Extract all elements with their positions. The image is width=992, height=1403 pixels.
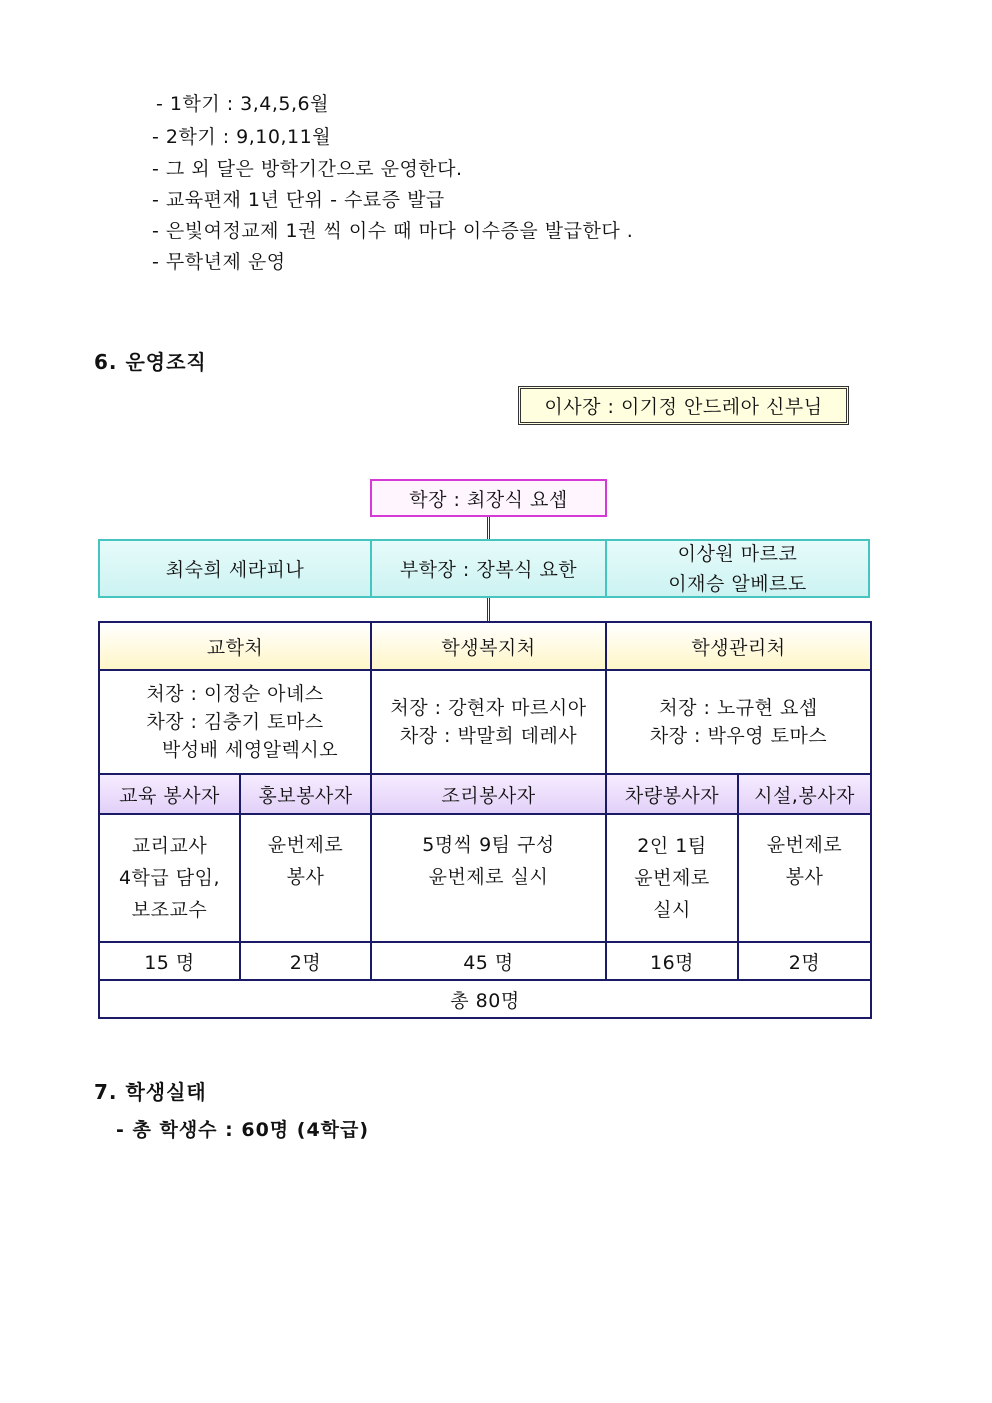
- staff-line: 처장 : 노규현 요셉: [659, 697, 818, 719]
- desc-line: 윤번제로: [634, 867, 710, 889]
- staff-line: 차장 : 박우영 토마스: [649, 725, 828, 747]
- desc-line: 윤번제로: [766, 834, 843, 856]
- desc-line: 봉사: [785, 866, 824, 888]
- staff-line: 차장 : 김충기 토마스: [146, 711, 324, 733]
- dept-name-academic: 교학처: [99, 622, 371, 670]
- volunteer-count: 15 명: [99, 942, 240, 980]
- dept-staff-academic: [99, 670, 371, 774]
- vice-left-box: [98, 539, 372, 598]
- dept-staff-management: [606, 670, 871, 774]
- section-6-title: 6. 운영조직: [94, 350, 207, 374]
- staff-line: 박성배 세영알렉시오: [161, 739, 339, 761]
- vice-left-label: 최숙희 세라피나: [165, 559, 305, 581]
- volunteer-desc: [606, 814, 738, 942]
- student-count-line: - 총 학생수 : 60명 (4학급): [116, 1119, 370, 1141]
- volunteer-name: 차량봉사자: [606, 774, 738, 814]
- bullet-vacation: - 그 외 달은 방학기간으로 운영한다.: [152, 158, 463, 180]
- volunteer-name: 시설,봉사자: [738, 774, 871, 814]
- vice-head-label: 부학장 : 장복식 요한: [399, 559, 578, 581]
- bullet-semester-1: - 1학기 : 3,4,5,6월: [156, 93, 329, 115]
- volunteer-name: 조리봉사자: [371, 774, 606, 814]
- volunteer-name: 홍보봉사자: [240, 774, 371, 814]
- connector-line-2: [487, 598, 490, 621]
- vice-head-box: [370, 539, 607, 598]
- department-staff-row: [99, 670, 871, 774]
- dept-staff-welfare: [371, 670, 606, 774]
- staff-line: 차장 : 박말희 데레사: [399, 725, 578, 747]
- dept-name-management: 학생관리처: [606, 622, 871, 670]
- connector-line-1: [487, 517, 490, 539]
- head-label: 학장 : 최장식 요셉: [409, 488, 568, 511]
- chairman-label: 이사장 : 이기정 안드레아 신부님: [544, 396, 823, 418]
- desc-line: 4학급 담임,: [118, 867, 221, 889]
- volunteer-count: 2명: [738, 942, 871, 980]
- head-box: [370, 479, 607, 517]
- desc-line: 교리교사: [131, 835, 208, 857]
- section-7-title: 7. 학생실태: [94, 1080, 207, 1104]
- staff-line: 처장 : 이정순 아녜스: [146, 683, 324, 705]
- volunteer-name: 교육 봉사자: [99, 774, 240, 814]
- vice-right-line-1: 이상원 마르코: [677, 542, 798, 565]
- volunteer-desc: [371, 814, 606, 942]
- volunteer-desc: [240, 814, 371, 942]
- vice-right-line-2: 이재승 알베르도: [668, 572, 807, 595]
- volunteer-header-row: [99, 774, 871, 814]
- bullet-semester-2: - 2학기 : 9,10,11월: [152, 126, 332, 148]
- desc-line: 5명씩 9팀 구성: [422, 834, 555, 856]
- department-header-row: [99, 622, 871, 670]
- desc-line: 윤번제로: [267, 834, 344, 856]
- volunteer-count: 2명: [240, 942, 371, 980]
- org-table: [98, 621, 872, 1019]
- desc-line: 보조교수: [131, 899, 208, 921]
- bullet-curriculum: - 교육편재 1년 단위 - 수료증 발급: [152, 189, 445, 211]
- bullet-certificate: - 은빛여정교제 1권 씩 이수 때 마다 이수증을 발급한다 .: [152, 220, 634, 242]
- desc-line: 2인 1팀: [637, 835, 707, 857]
- chairman-box: [518, 386, 849, 425]
- vice-right-box: [605, 539, 870, 598]
- desc-line: 실시: [653, 899, 691, 921]
- bullet-no-grade: - 무학년제 운영: [152, 251, 286, 273]
- volunteer-desc: [99, 814, 240, 942]
- desc-line: 윤번제로 실시: [428, 866, 549, 888]
- staff-line: 처장 : 강현자 마르시아: [390, 697, 587, 719]
- volunteer-desc-row: [99, 814, 871, 942]
- dept-name-welfare: 학생복지처: [371, 622, 606, 670]
- total-row: [99, 980, 871, 1018]
- desc-line: 봉사: [286, 866, 325, 888]
- total-count: 총 80명: [99, 980, 871, 1018]
- volunteer-desc: [738, 814, 871, 942]
- volunteer-count: 16명: [606, 942, 738, 980]
- volunteer-count: 45 명: [371, 942, 606, 980]
- volunteer-count-row: [99, 942, 871, 980]
